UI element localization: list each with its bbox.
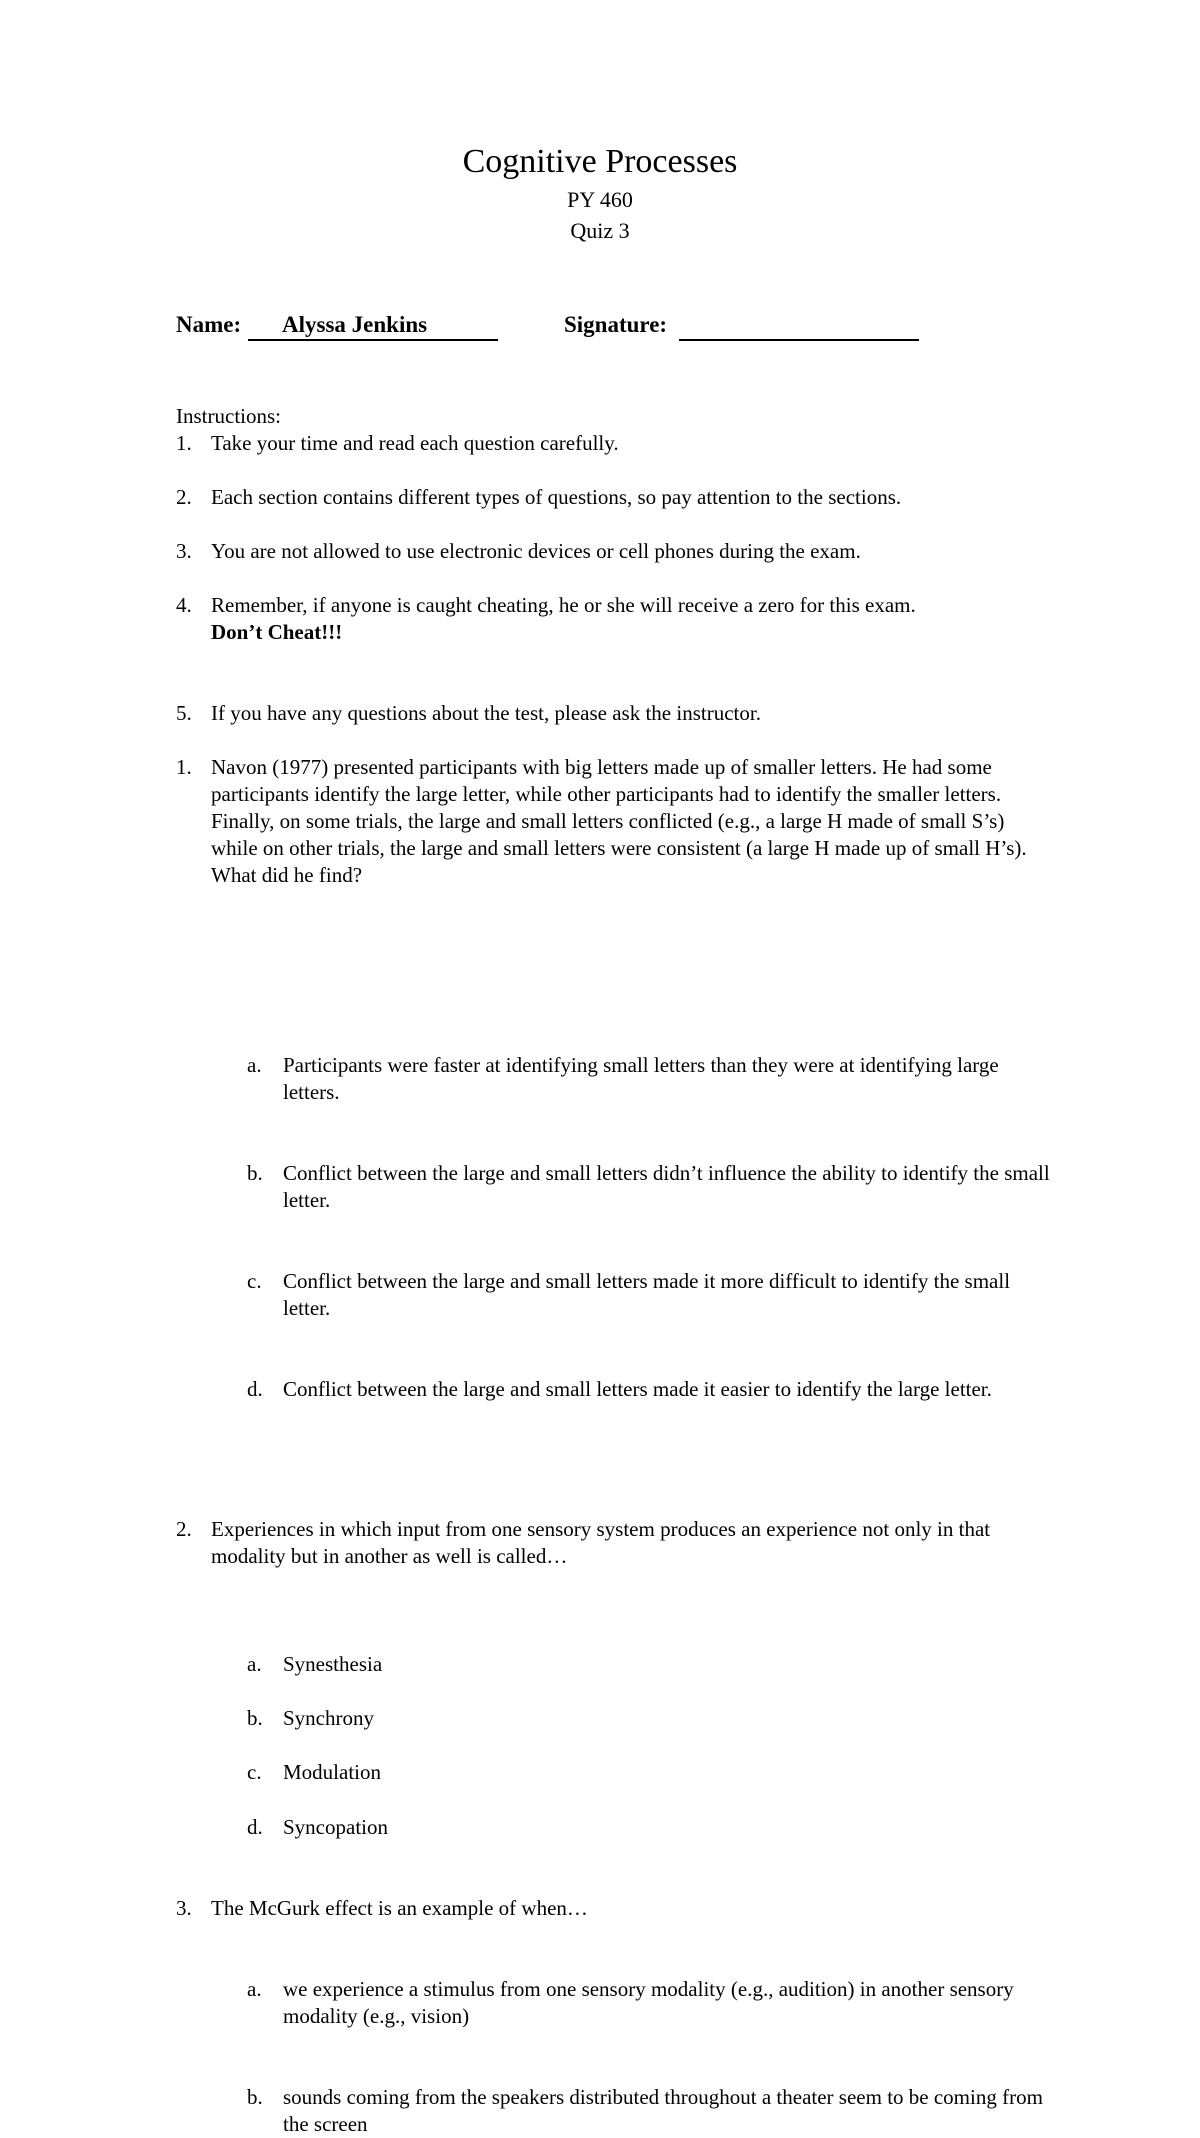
instruction-number: 2. — [176, 485, 192, 509]
signature-field[interactable] — [679, 310, 919, 341]
answer-option[interactable] — [176, 1052, 1056, 1106]
instruction-number: 4. — [176, 593, 192, 617]
answer-option[interactable] — [176, 1705, 1056, 1732]
name-field[interactable] — [248, 310, 498, 341]
instruction-item — [176, 538, 1056, 565]
answer-option[interactable] — [176, 1268, 1056, 1322]
instruction-number: 5. — [176, 701, 192, 725]
option-text: Modulation — [283, 1760, 381, 1784]
instruction-item — [176, 592, 1056, 646]
page-title: Cognitive Processes — [462, 143, 738, 180]
quiz-content — [176, 403, 1056, 2136]
question-number: 2. — [176, 1517, 192, 1541]
instruction-number: 1. — [176, 431, 192, 455]
option-text: Synchrony — [283, 1706, 374, 1730]
option-letter: a. — [247, 1977, 262, 2001]
dont-cheat-emphasis: Don’t Cheat!!! — [211, 620, 343, 644]
answer-option[interactable] — [176, 1376, 1056, 1403]
question-number: 1. — [176, 755, 192, 779]
question-3 — [176, 1895, 1056, 1922]
signature-label: Signature: — [564, 312, 668, 337]
option-text: Participants were faster at identifying small letters than they were at identifying large letters. — [283, 1053, 999, 1104]
course-code: PY 460 — [567, 187, 633, 212]
instruction-text: Each section contains different types of questions, so pay attention to the sections. — [211, 485, 902, 509]
option-letter: d. — [247, 1815, 263, 1839]
option-letter: b. — [247, 1706, 263, 1730]
option-letter: c. — [247, 1269, 262, 1293]
instruction-text: If you have any questions about the test, please ask the instructor. — [211, 701, 761, 725]
option-letter: d. — [247, 1377, 263, 1401]
instruction-text: Remember, if anyone is caught cheating, he or she will receive a zero for this exam. — [211, 593, 916, 617]
instruction-item — [176, 484, 1056, 511]
option-text: we experience a stimulus from one sensory modality (e.g., audition) in another sensory modality (e.g., vision) — [283, 1977, 1014, 2028]
quiz-number: Quiz 3 — [570, 218, 630, 243]
question-number: 3. — [176, 1896, 192, 1920]
instruction-text: Take your time and read each question carefully. — [211, 431, 619, 455]
option-text: sounds coming from the speakers distributed throughout a theater seem to be coming from the screen — [283, 2085, 1043, 2136]
instruction-text: You are not allowed to use electronic devices or cell phones during the exam. — [211, 539, 861, 563]
instructions-heading: Instructions: — [176, 404, 281, 428]
question-2 — [176, 1516, 1056, 1570]
option-letter: a. — [247, 1053, 262, 1077]
option-text: Conflict between the large and small letters didn’t influence the ability to identify the small letter. — [283, 1161, 1050, 1212]
answer-option[interactable] — [176, 1160, 1056, 1214]
answer-option[interactable] — [176, 2084, 1056, 2138]
answer-option[interactable] — [176, 1814, 1056, 1841]
option-text: Syncopation — [283, 1815, 388, 1839]
question-text: Navon (1977) presented participants with big letters made up of smaller letters. He had some participants identify the large letter, while other participants had to identify the smaller letters. Finally, on some trials, the large and small letters conflicted (e.g., a large H made of small S’s) while on other trials, the large and small letters were consistent (a large H made up of small H’s). What did he find? — [211, 755, 1027, 887]
option-letter: b. — [247, 2085, 263, 2109]
name-signature-row — [176, 310, 936, 344]
instruction-item — [176, 700, 1056, 727]
option-letter: c. — [247, 1760, 262, 1784]
question-text: The McGurk effect is an example of when… — [211, 1896, 588, 1920]
name-value: Alyssa Jenkins — [282, 312, 428, 337]
answer-option[interactable] — [176, 1651, 1056, 1678]
option-text: Conflict between the large and small letters made it more difficult to identify the small letter. — [283, 1269, 1011, 1320]
name-label: Name: — [176, 312, 242, 337]
question-text: Experiences in which input from one sensory system produces an experience not only in that modality but in another as well is called… — [211, 1517, 991, 1568]
answer-option[interactable] — [176, 1759, 1056, 1786]
answer-option[interactable] — [176, 1976, 1056, 2030]
instruction-item — [176, 430, 1056, 457]
option-text: Conflict between the large and small letters made it easier to identify the large letter. — [283, 1377, 992, 1401]
option-text: Synesthesia — [283, 1652, 383, 1676]
question-1 — [176, 754, 1056, 889]
option-letter: a. — [247, 1652, 262, 1676]
option-letter: b. — [247, 1161, 263, 1185]
instruction-number: 3. — [176, 539, 192, 563]
